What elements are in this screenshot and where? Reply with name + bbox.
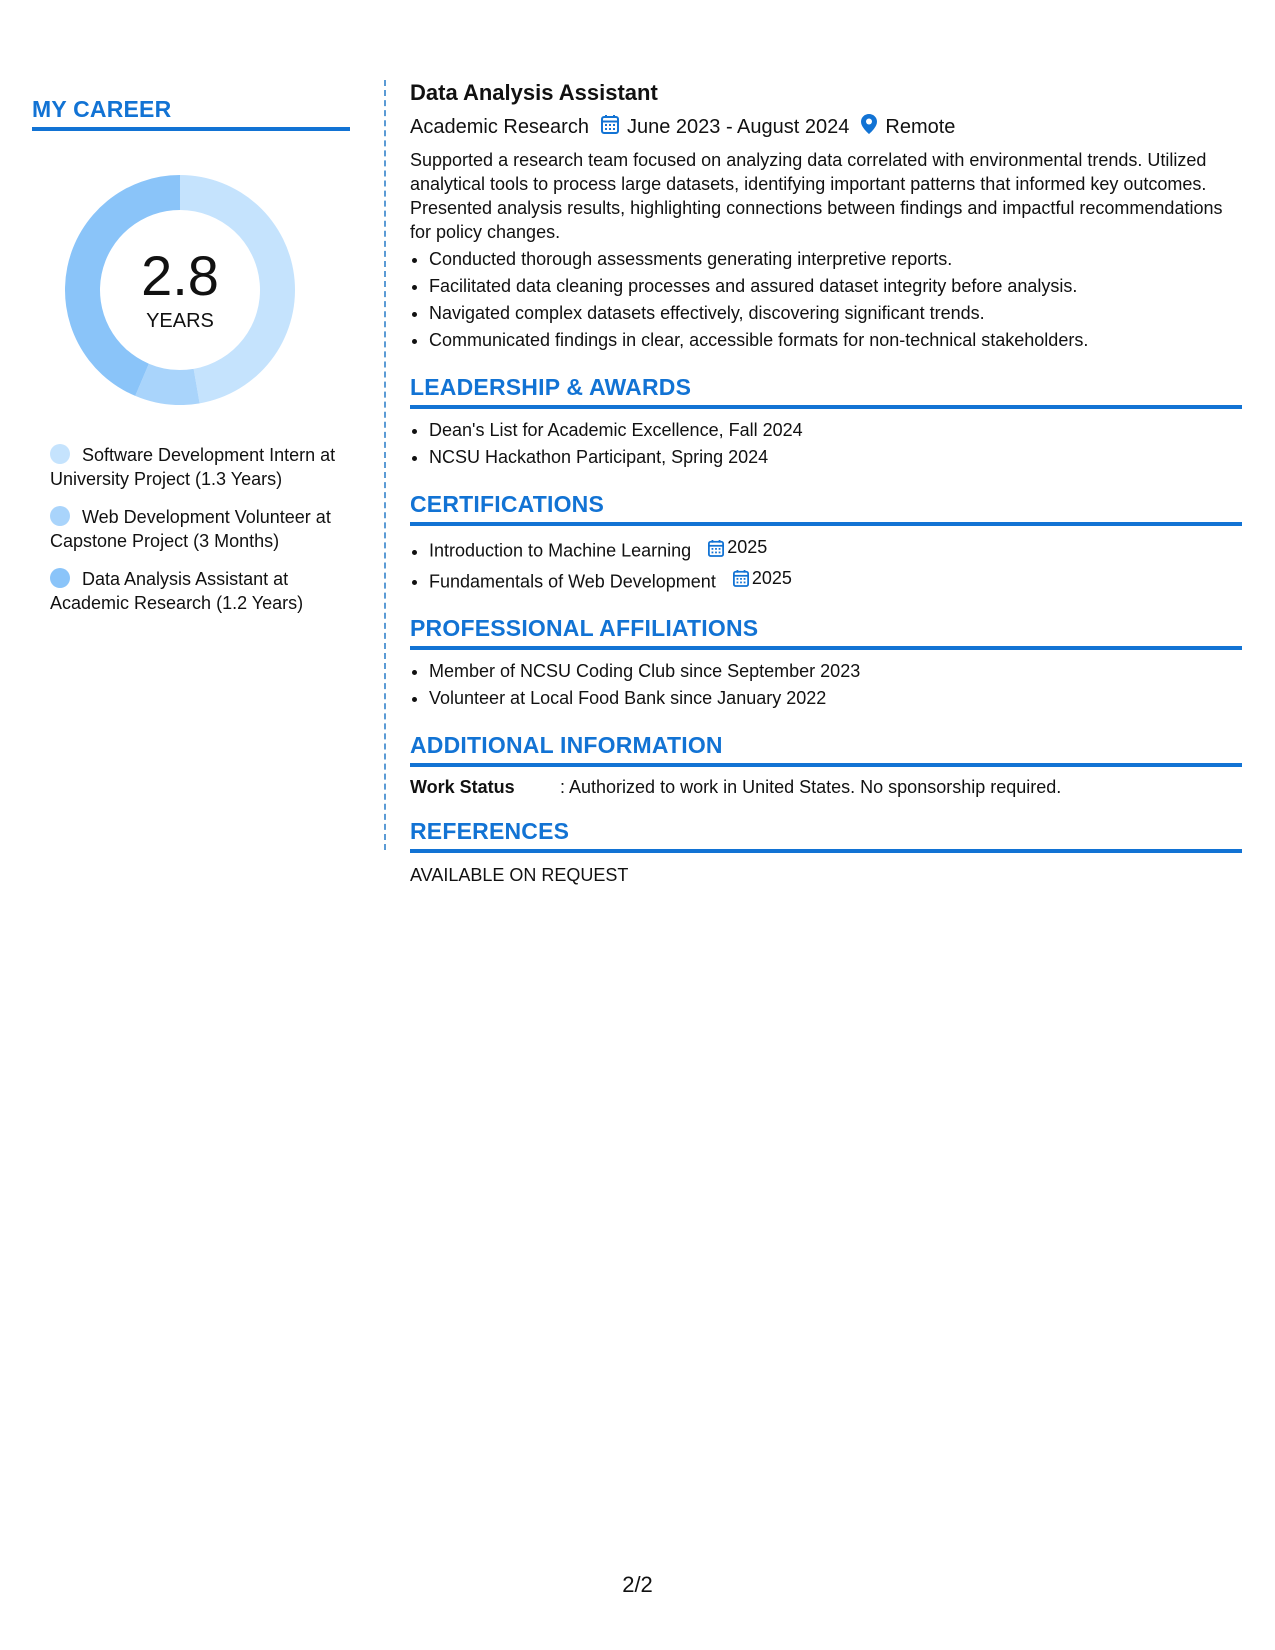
total-years-unit: YEARS: [146, 309, 214, 332]
list-item: • Communicated findings in clear, accessible formats for non-technical stakeholders.: [429, 327, 1242, 354]
page-number: 2/2: [622, 1572, 653, 1597]
job-location: Remote: [885, 116, 956, 138]
right-column: [410, 80, 1242, 886]
work-status-row: [410, 777, 1242, 798]
job-meta: [410, 114, 1242, 140]
calendar-icon: [601, 114, 619, 140]
leadership-list: [410, 417, 1242, 471]
additional-info-section-title: ADDITIONAL INFORMATION: [410, 732, 1242, 767]
legend-dot: [50, 444, 70, 464]
affiliations-list: [410, 658, 1242, 712]
affiliations-section-title: PROFESSIONAL AFFILIATIONS: [410, 615, 1242, 650]
job-dates: June 2023 - August 2024: [626, 116, 850, 138]
career-section-title: MY CAREER: [32, 96, 350, 131]
legend-label: Web Development Volunteer at Capstone Project (3 Months): [50, 507, 331, 551]
calendar-icon: [708, 539, 724, 557]
calendar-icon: [733, 569, 749, 587]
work-status-value: : Authorized to work in United States. No sponsorship required.: [560, 777, 1062, 797]
career-donut-chart: [65, 175, 295, 405]
leadership-section-title: LEADERSHIP & AWARDS: [410, 374, 1242, 409]
column-divider: [384, 80, 386, 850]
list-item: • Volunteer at Local Food Bank since January 2022: [429, 685, 1242, 712]
certification-year: 2025: [727, 537, 768, 557]
job-bullets: [410, 246, 1242, 354]
list-item: [429, 534, 1242, 565]
total-years-value: 2.8: [141, 243, 219, 307]
left-column: [32, 96, 352, 629]
legend-label: Data Analysis Assistant at Academic Research (1.2 Years): [50, 569, 304, 613]
legend-item: [50, 567, 340, 615]
certification-date: [708, 534, 767, 561]
legend-label: Software Development Intern at University Project (1.3 Years): [50, 445, 336, 489]
references-section-title: REFERENCES: [410, 818, 1242, 853]
work-status-label: Work Status: [410, 777, 515, 797]
list-item: • Member of NCSU Coding Club since September 2023: [429, 658, 1242, 685]
legend-dot: [50, 568, 70, 588]
list-item: [429, 565, 1242, 596]
list-item: • Conducted thorough assessments generating interpretive reports.: [429, 246, 1242, 273]
certification-year: 2025: [751, 567, 792, 588]
job-title: Data Analysis Assistant: [410, 80, 658, 105]
job-organization: Academic Research: [410, 116, 589, 138]
certification-date: [733, 565, 792, 592]
list-item: • Navigated complex datasets effectively, discovering significant trends.: [429, 300, 1242, 327]
legend-item: [50, 443, 340, 491]
references-text: AVAILABLE ON REQUEST: [410, 865, 629, 885]
certification-name: Fundamentals of Web Development: [429, 571, 716, 591]
legend-item: [50, 505, 340, 553]
list-item: • Dean's List for Academic Excellence, Fall 2024: [429, 417, 1242, 444]
job-description: Supported a research team focused on analyzing data correlated with environmental trends. Utilized analytical tools to process large datasets, identifying important patterns that informed key outcomes. Presented analysis results, highlighting connections between findings and impactful recommendations for policy changes.: [410, 150, 1223, 242]
certifications-list: [410, 534, 1242, 595]
list-item: • Facilitated data cleaning processes and assured dataset integrity before analysis.: [429, 273, 1242, 300]
location-pin-icon: [861, 114, 877, 140]
legend-dot: [50, 506, 70, 526]
list-item: • NCSU Hackathon Participant, Spring 2024: [429, 444, 1242, 471]
donut-center: [65, 175, 295, 405]
certifications-section-title: CERTIFICATIONS: [410, 491, 1242, 526]
certification-name: Introduction to Machine Learning: [429, 540, 692, 561]
career-legend: [50, 443, 340, 615]
